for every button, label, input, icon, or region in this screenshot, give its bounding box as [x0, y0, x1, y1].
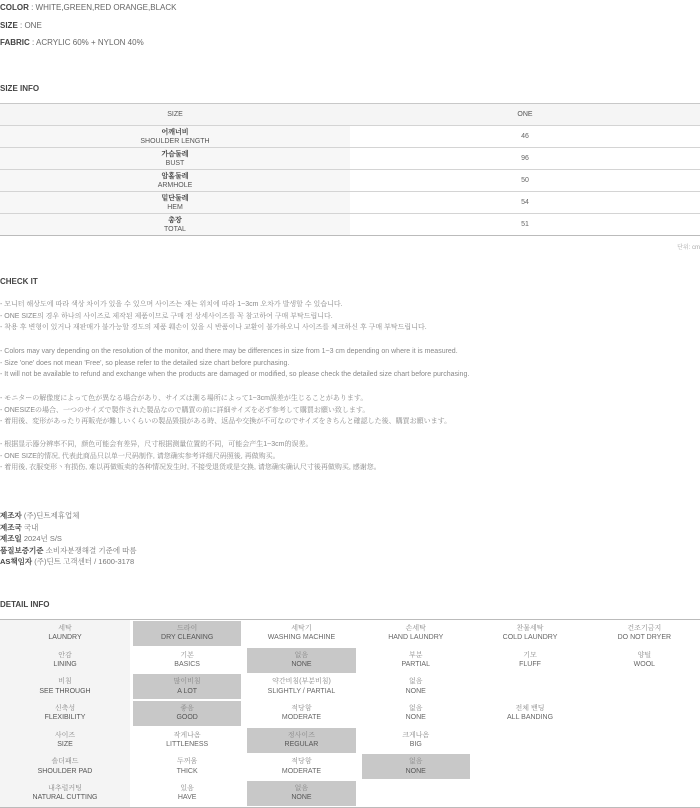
check-it-title: CHECK IT — [0, 277, 38, 286]
detail-option-selected: 정사이즈 REGULAR — [247, 728, 355, 753]
spec-size: SIZE : ONE — [0, 21, 42, 30]
size-measure-label: 암홀둘레 ARMHOLE — [0, 170, 350, 192]
detail-option-box: 기본 BASICS — [174, 651, 200, 669]
detail-option-box — [476, 790, 584, 796]
detail-row-label: 안감 LINING — [0, 647, 130, 674]
detail-option — [587, 780, 700, 807]
maker-info — [0, 510, 137, 568]
spec-fabric: FABRIC : ACRYLIC 60% + NYLON 40% — [0, 38, 144, 47]
maker-row: 품질보증기준 소비자분쟁해결 기준에 따름 — [0, 545, 137, 555]
size-measure-value: 96 — [350, 148, 700, 170]
detail-option-selected: 없음 NONE — [362, 754, 470, 779]
detail-option-box — [590, 764, 698, 770]
unit-label: 단위: cm — [677, 245, 700, 251]
detail-option — [244, 700, 358, 727]
check-block-en: - Colors may vary depending on the resolution of the monitor, and there may be differences in size from 1~3 cm depending on where it is measured. - Size 'one' does not mean 'Free', so please refer to the detailed size chart before purchasing. - It will not be available to refund and exchange when the products are damaged or modified, so please check the detailed size chart before purchasing. — [0, 348, 470, 378]
detail-option — [130, 647, 244, 674]
table-row — [0, 192, 700, 214]
detail-option-box: 없음 NONE — [405, 678, 426, 695]
detail-option-box — [476, 764, 584, 770]
detail-option — [473, 727, 587, 754]
detail-option — [473, 753, 587, 780]
detail-row-label: 세탁 LAUNDRY — [0, 620, 130, 647]
detail-option — [587, 647, 700, 674]
detail-option — [587, 673, 700, 700]
detail-row — [0, 700, 700, 727]
detail-option — [130, 673, 244, 700]
detail-option — [473, 673, 587, 700]
size-info-title: SIZE INFO — [0, 84, 40, 93]
maker-row: 제조국 국내 — [0, 522, 39, 532]
detail-option-box: 세탁기 WASHING MACHINE — [267, 624, 336, 642]
size-measure-value: 50 — [350, 170, 700, 192]
detail-row — [0, 647, 700, 674]
detail-row — [0, 727, 700, 754]
detail-option — [244, 620, 358, 647]
detail-option-box: 두꺼움 THICK — [176, 758, 198, 775]
check-block-ja: - モニターの解像度によって色が異なる場合があり、サイズは測る場所によって1~3cm誤差が生じることがあります。 - ONESIZEの場合、一つのサイズで製作された製品なので購買の前に詳細サイズを必ず参考して購買お願い致します。 - 着用後、変形があったり再販売が難しいくらいの製品毀損がある時、返品や交換が不可なのでサイズをきちんと確認した後、購買お願います。 — [0, 395, 452, 425]
detail-option — [359, 727, 473, 754]
size-header-label: SIZE — [0, 104, 350, 126]
detail-option — [359, 620, 473, 647]
table-row — [0, 126, 700, 148]
detail-option-box — [590, 790, 698, 796]
check-block-zh: - 根据显示器分辨率不同，颜色可能会有差异，尺寸根据测量位置的不同，可能会产生1~3cm的误差。 - ONE SIZE的情况, 代表此商品只以单一尺码制作, 请您确实参考详细尺码照後, 再做购买。 - 着用後, 衣服变形丶有损伤, 难以再做贩卖的各种情况发生时, 不接受退货或是交换, 请您确实确认尺寸後再做购买, 感谢您。 — [0, 441, 381, 471]
detail-option-box — [590, 684, 698, 690]
detail-option — [130, 780, 244, 807]
maker-row: 제조일 2024년 S/S — [0, 534, 62, 543]
detail-option-box: 양털 WOOL — [633, 651, 656, 669]
detail-info-title: DETAIL INFO — [0, 600, 50, 609]
size-measure-value: 54 — [350, 192, 700, 214]
detail-row — [0, 780, 700, 807]
detail-row-label: 비침 SEE THROUGH — [0, 673, 130, 700]
detail-option — [359, 780, 473, 807]
detail-option-box: 없음 NONE — [405, 704, 426, 722]
detail-row-label: 숄더패드 SHOULDER PAD — [0, 753, 130, 780]
detail-row-label: 신축성 FLEXIBILITY — [0, 700, 130, 727]
size-measure-label: 밑단둘레 HEM — [0, 192, 350, 214]
detail-option-box: 건조기금지 DO NOT DRYER — [617, 624, 672, 642]
size-measure-label: 총장 TOTAL — [0, 214, 350, 236]
table-row — [0, 148, 700, 170]
detail-option — [473, 647, 587, 674]
check-block-ko: - 모니터 해상도에 따라 색상 차이가 있을 수 있으며 사이즈는 재는 위치에 따라 1~3cm 오차가 발생할 수 있습니다. - ONE SIZE의 경우 하나의 사이즈로 제작된 제품이므로 구매 전 상세사이즈를 꼭 참고하여 구매 부탁드립니다. - 착용 후 변형이 있거나 재판매가 불가능할 경도의 제품 훼손이 있을 시 반품이나 교환이 불가하오니 사이즈를 체크하신 후 구매 부탁드립니다. — [0, 301, 427, 331]
detail-option — [359, 753, 473, 780]
detail-row-label: 내추럴커팅 NATURAL CUTTING — [0, 780, 130, 807]
detail-option-box — [476, 737, 584, 743]
detail-option — [130, 620, 244, 647]
detail-option-selected: 없음 NONE — [247, 781, 355, 806]
detail-option-box: 부분 PARTIAL — [401, 651, 430, 669]
spec-color: COLOR : WHITE,GREEN,RED ORANGE,BLACK — [0, 3, 177, 12]
detail-option-box — [590, 710, 698, 716]
detail-option — [244, 753, 358, 780]
detail-option-selected: 드라이 DRY CLEANING — [133, 621, 241, 646]
detail-option-selected: 많이비침 A LOT — [133, 674, 241, 699]
detail-option-box: 전체 밴딩 ALL BANDING — [507, 704, 554, 722]
detail-row-label: 사이즈 SIZE — [0, 727, 130, 754]
detail-option — [587, 700, 700, 727]
detail-option-box: 약간비침(부분비침) SLIGHTLY / PARTIAL — [267, 678, 336, 695]
detail-option-box: 있음 HAVE — [177, 784, 197, 802]
detail-option-selected: 없음 NONE — [247, 648, 355, 673]
detail-option — [130, 700, 244, 727]
table-row — [0, 214, 700, 236]
detail-option — [359, 673, 473, 700]
detail-option-box: 작게나옴 LITTLENESS — [166, 731, 209, 749]
detail-option — [587, 620, 700, 647]
detail-option-box — [362, 790, 470, 796]
size-table-header — [0, 104, 700, 126]
detail-option — [587, 753, 700, 780]
maker-row: 제조자 (주)딘트제휴업체 — [0, 511, 80, 520]
detail-option-box: 기모 FLUFF — [519, 651, 541, 669]
detail-option — [244, 780, 358, 807]
detail-option-box: 찬물세탁 COLD LAUNDRY — [502, 624, 558, 642]
size-header-one: ONE — [350, 104, 700, 126]
detail-option-box — [476, 684, 584, 690]
maker-row: AS책임자 (주)딘트 고객센터 / 1600-3178 — [0, 557, 135, 566]
detail-option-selected: 좋음 GOOD — [133, 701, 241, 726]
detail-grid — [0, 619, 700, 808]
table-row — [0, 170, 700, 192]
size-measure-label: 가슴둘레 BUST — [0, 148, 350, 170]
detail-option — [359, 647, 473, 674]
detail-option-box: 적당함 MODERATE — [281, 704, 322, 722]
detail-row — [0, 620, 700, 647]
detail-option — [130, 753, 244, 780]
detail-option — [473, 700, 587, 727]
size-measure-label: 어깨너비 SHOULDER LENGTH — [0, 126, 350, 148]
detail-option — [130, 727, 244, 754]
detail-option-box: 크게나옴 BIG — [402, 731, 430, 749]
detail-option — [359, 700, 473, 727]
detail-option — [587, 727, 700, 754]
detail-option-box: 손세탁 HAND LAUNDRY — [388, 624, 444, 642]
detail-option-box: 적당함 MODERATE — [281, 758, 322, 775]
detail-row — [0, 753, 700, 780]
detail-option — [473, 780, 587, 807]
detail-row — [0, 673, 700, 700]
size-measure-value: 46 — [350, 126, 700, 148]
size-table — [0, 103, 700, 236]
detail-option — [244, 647, 358, 674]
detail-option — [244, 727, 358, 754]
size-measure-value: 51 — [350, 214, 700, 236]
detail-option — [473, 620, 587, 647]
detail-option-box — [590, 737, 698, 743]
detail-option — [244, 673, 358, 700]
